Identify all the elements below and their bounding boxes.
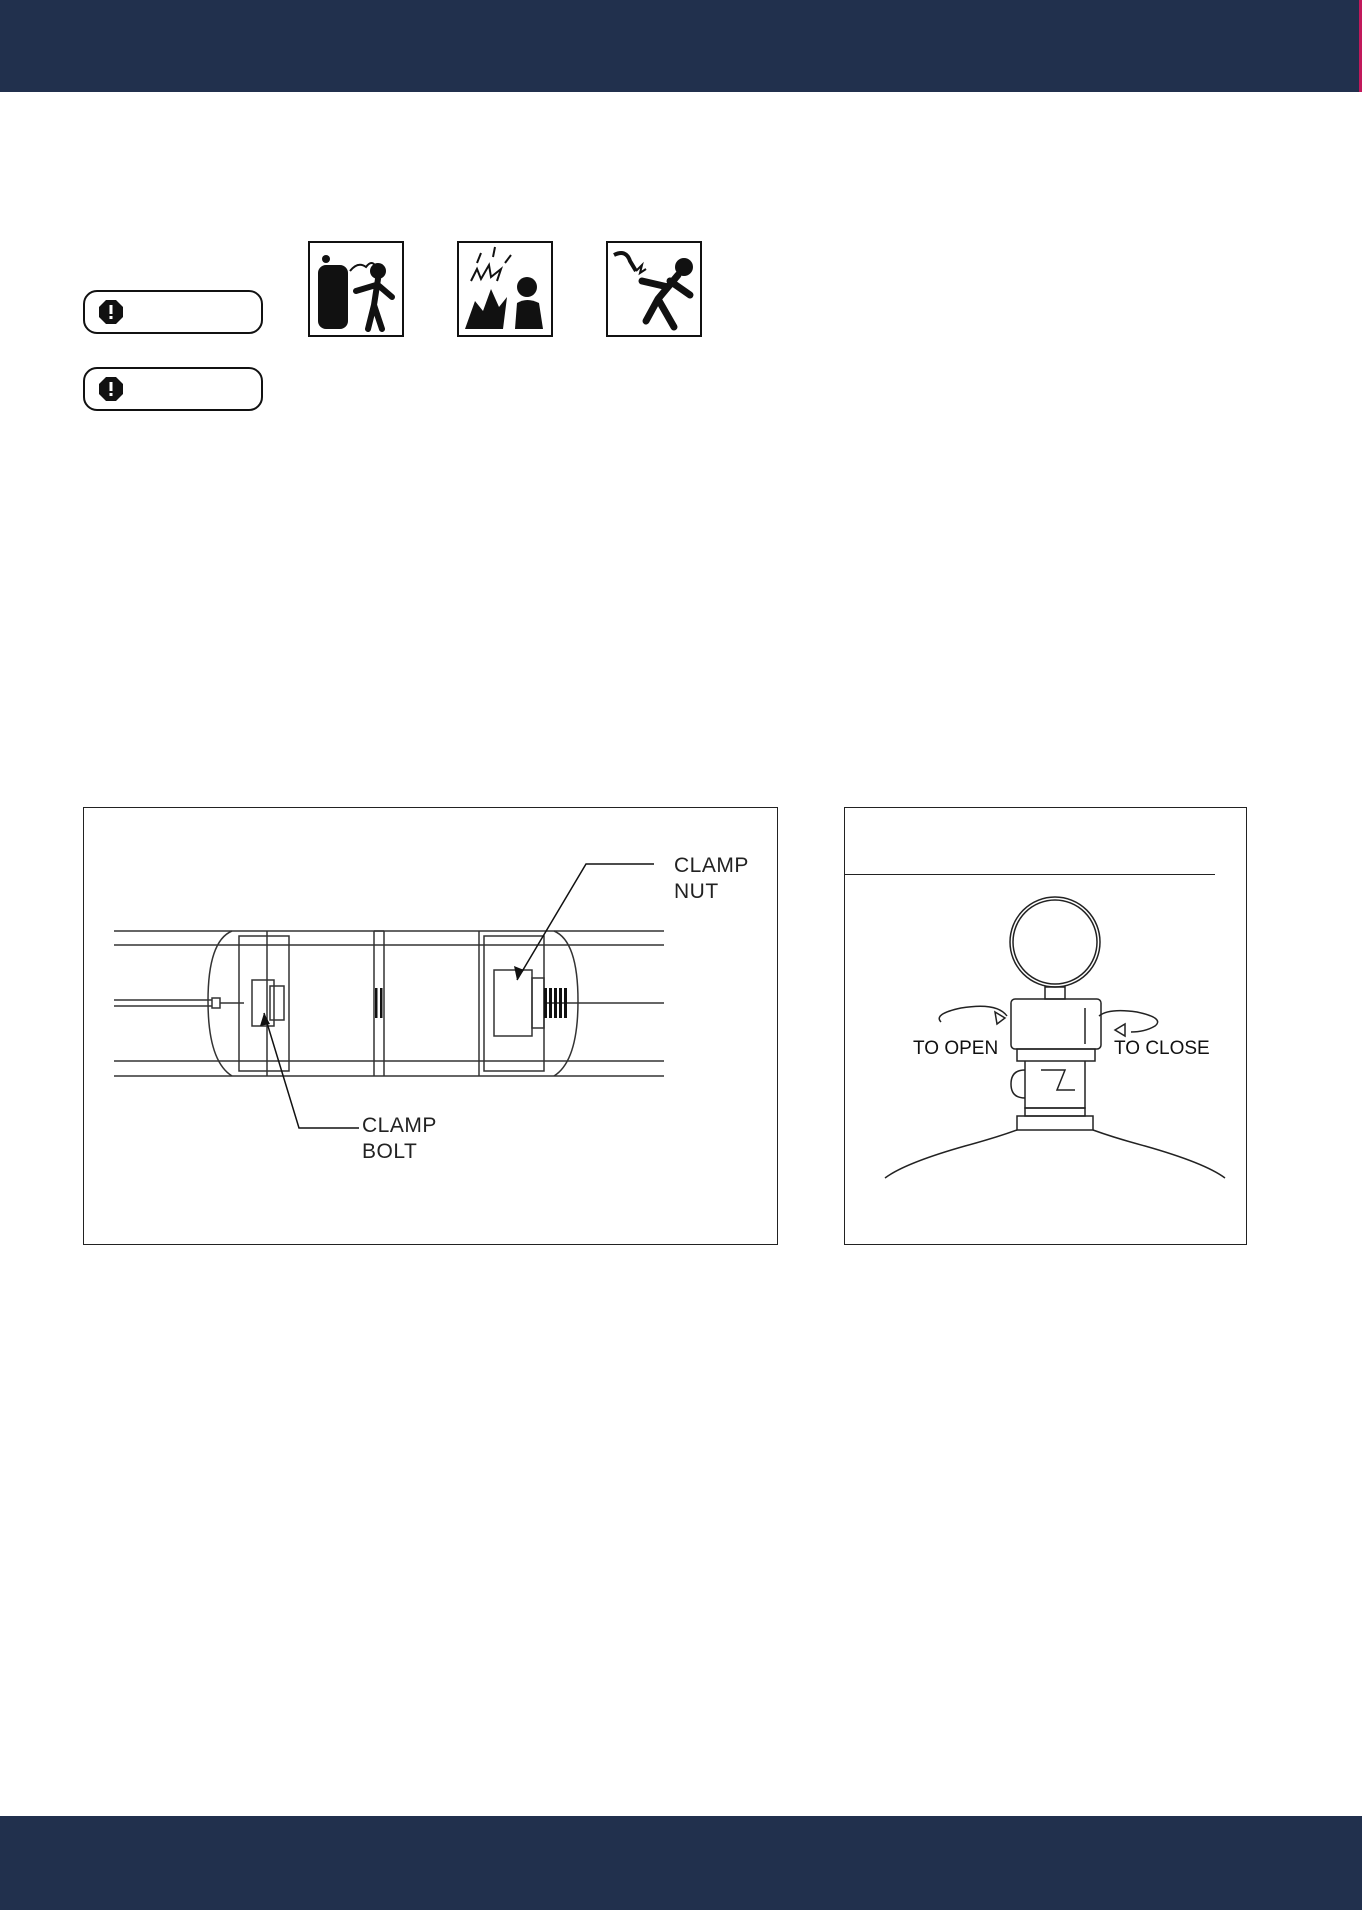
clamp-figure (83, 807, 778, 1245)
valve-drawing (845, 808, 1248, 1246)
electric-shock-icon (606, 241, 702, 337)
valve-open-label: TO OPEN (913, 1038, 999, 1059)
header-bar (0, 0, 1362, 92)
warning-octagon-icon (99, 300, 123, 324)
caution-octagon-icon (99, 377, 123, 401)
clamp-bolt-label: CLAMP BOLT (362, 1114, 437, 1163)
clamp-nut-label: CLAMP NUT (674, 854, 749, 903)
valve-close-label: TO CLOSE (1114, 1038, 1210, 1059)
footer-bar (0, 1816, 1362, 1910)
cylinder-hazard-icon (308, 241, 404, 337)
valve-figure (844, 807, 1247, 1245)
warning-badge (83, 290, 263, 334)
explosion-hazard-icon (457, 241, 553, 337)
caution-badge (83, 367, 263, 411)
